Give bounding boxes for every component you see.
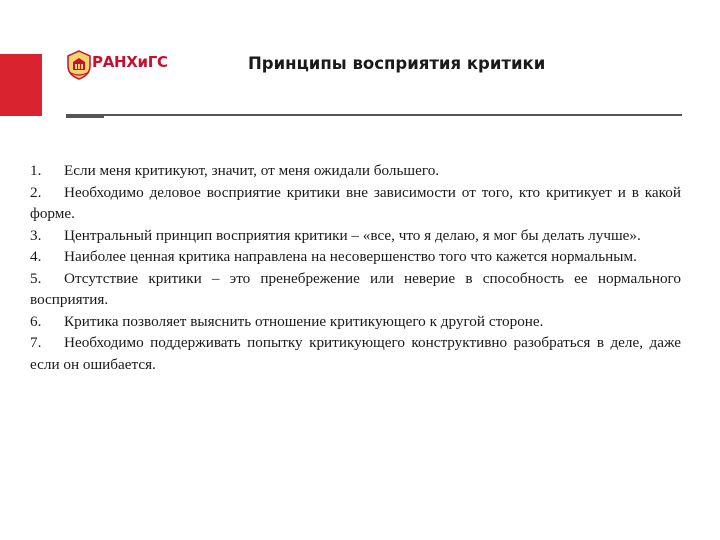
ranepa-emblem-icon xyxy=(66,50,92,80)
principle-text: Критика позволяет выяснить отношение критикующего к другой стороне. xyxy=(64,312,544,330)
principle-item xyxy=(30,182,681,225)
principle-item xyxy=(30,268,681,311)
slide-title: Принципы восприятия критики xyxy=(248,54,546,73)
principle-number: 1. xyxy=(30,162,42,179)
principle-item xyxy=(30,225,681,247)
principle-number: 6. xyxy=(30,312,42,330)
title-divider xyxy=(66,114,682,116)
principle-number: 7. xyxy=(30,334,42,351)
principle-number: 2. xyxy=(30,183,42,201)
principle-text: Отсутствие критики – это пренебрежение или неверие в способность ее нормального восприятия. xyxy=(30,269,681,308)
principle-text: Наиболее ценная критика направлена на несовершенство того что кажется нормальным. xyxy=(64,248,637,265)
red-accent-block xyxy=(0,54,42,116)
principle-text: Центральный принцип восприятия критики – «все, что я делаю, я мог бы делать лучше». xyxy=(64,226,641,244)
principle-item xyxy=(30,332,681,375)
principle-item xyxy=(30,311,681,333)
principle-number: 5. xyxy=(30,269,42,287)
logo-text: РАНХиГС xyxy=(92,53,168,71)
principle-item xyxy=(30,246,681,268)
principle-item xyxy=(30,160,681,182)
principles-list xyxy=(30,160,681,375)
principle-number: 4. xyxy=(30,248,42,265)
principle-text: Необходимо поддерживать попытку критикующего конструктивно разобраться в деле, даже если он ошибается. xyxy=(30,334,681,373)
principle-text: Необходимо деловое восприятие критики вне зависимости от того, кто критикует и в какой форме. xyxy=(30,183,681,222)
title-divider-accent xyxy=(66,116,104,118)
principle-text: Если меня критикуют, значит, от меня ожидали большего. xyxy=(64,162,440,179)
principle-number: 3. xyxy=(30,226,42,244)
ranepa-logo xyxy=(66,50,166,80)
